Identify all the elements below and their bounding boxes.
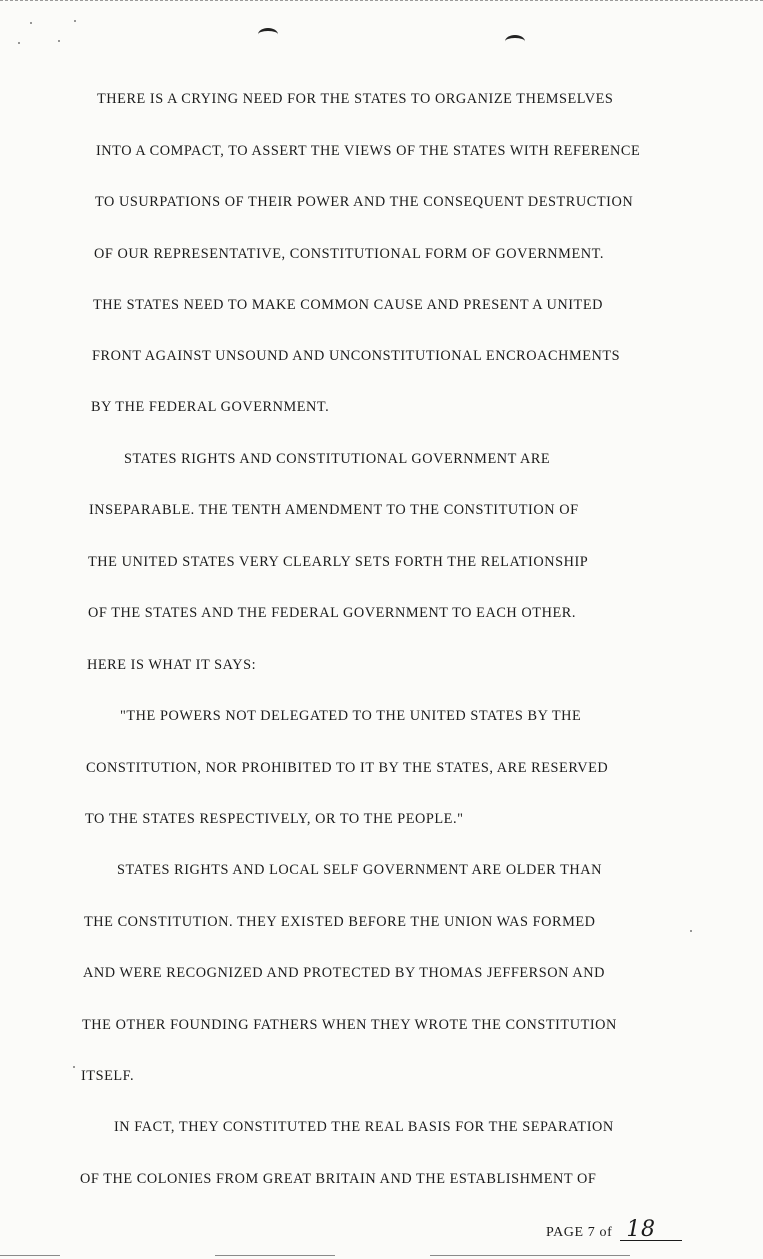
scan-speck: [690, 930, 692, 932]
page-label: PAGE 7 of: [546, 1225, 613, 1240]
text-line: AND WERE RECOGNIZED AND PROTECTED BY THOMAS JEFFERSON AND: [83, 965, 605, 981]
punch-mark-right: [505, 35, 525, 48]
scan-speck: [74, 20, 76, 22]
text-line: THE OTHER FOUNDING FATHERS WHEN THEY WROTE THE CONSTITUTION: [82, 1017, 617, 1033]
bottom-edge-rule: [430, 1255, 630, 1257]
text-line: OF OUR REPRESENTATIVE, CONSTITUTIONAL FORM OF GOVERNMENT.: [94, 246, 604, 262]
page-number-footer: [546, 1217, 682, 1242]
text-line: "THE POWERS NOT DELEGATED TO THE UNITED STATES BY THE: [120, 708, 582, 724]
text-line: STATES RIGHTS AND CONSTITUTIONAL GOVERNMENT ARE: [124, 451, 551, 467]
top-edge-rule: [0, 0, 763, 3]
text-line: THE UNITED STATES VERY CLEARLY SETS FORTH THE RELATIONSHIP: [88, 554, 589, 570]
text-line: FRONT AGAINST UNSOUND AND UNCONSTITUTIONAL ENCROACHMENTS: [92, 348, 621, 364]
text-line: TO USURPATIONS OF THEIR POWER AND THE CONSEQUENT DESTRUCTION: [95, 194, 634, 210]
text-line: HERE IS WHAT IT SAYS:: [87, 657, 257, 673]
text-line: IN FACT, THEY CONSTITUTED THE REAL BASIS FOR THE SEPARATION: [114, 1119, 614, 1135]
text-line: TO THE STATES RESPECTIVELY, OR TO THE PEOPLE.": [85, 811, 464, 827]
punch-mark-left: [258, 28, 278, 41]
text-line: THERE IS A CRYING NEED FOR THE STATES TO ORGANIZE THEMSELVES: [97, 91, 614, 107]
text-line: INSEPARABLE. THE TENTH AMENDMENT TO THE CONSTITUTION OF: [89, 502, 579, 518]
scan-speck: [30, 22, 32, 24]
bottom-edge-rule: [215, 1255, 335, 1257]
text-line: BY THE FEDERAL GOVERNMENT.: [91, 399, 330, 415]
text-line: OF THE STATES AND THE FEDERAL GOVERNMENT TO EACH OTHER.: [88, 605, 576, 621]
text-line: CONSTITUTION, NOR PROHIBITED TO IT BY THE STATES, ARE RESERVED: [86, 760, 609, 776]
bottom-edge-rule: [0, 1255, 60, 1257]
scan-speck: [18, 42, 20, 44]
text-line: ITSELF.: [81, 1068, 135, 1084]
handwritten-total-pages: 18: [620, 1220, 682, 1241]
scan-speck: [58, 40, 60, 42]
text-line: STATES RIGHTS AND LOCAL SELF GOVERNMENT ARE OLDER THAN: [117, 862, 603, 878]
text-line: OF THE COLONIES FROM GREAT BRITAIN AND THE ESTABLISHMENT OF: [80, 1171, 597, 1187]
text-line: THE STATES NEED TO MAKE COMMON CAUSE AND PRESENT A UNITED: [93, 297, 603, 313]
scan-speck: [73, 1066, 75, 1068]
text-line: THE CONSTITUTION. THEY EXISTED BEFORE THE UNION WAS FORMED: [84, 914, 596, 930]
text-line: INTO A COMPACT, TO ASSERT THE VIEWS OF THE STATES WITH REFERENCE: [96, 143, 641, 159]
